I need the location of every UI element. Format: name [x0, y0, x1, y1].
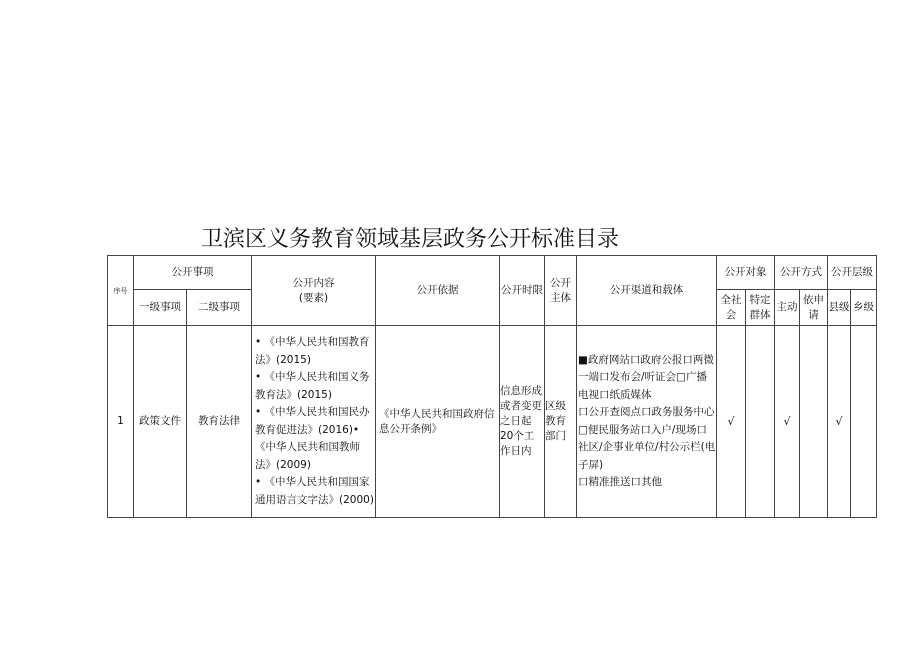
header-level-county: 县级: [828, 290, 851, 326]
row-subject: 区级教育部门: [545, 326, 577, 518]
header-time-limit: 公开时限: [500, 256, 545, 326]
row-audience-specific: [746, 326, 775, 518]
row-level-county: √: [828, 326, 851, 518]
channel-item: ■政府网站口政府公报口两微一端口发布会/听证会□广播电视口纸质媒体: [578, 353, 714, 401]
header-level2: 二级事项: [187, 290, 252, 326]
header-level1: 一级事项: [134, 290, 187, 326]
content-item: • 《中华人民共和国义务教育法》(2015): [255, 371, 370, 401]
content-item: 《中华人民共和国教师法》(2009): [255, 441, 360, 471]
row-audience-all: √: [717, 326, 746, 518]
row-seq: 1: [108, 326, 134, 518]
header-audience-specific: 特定群体: [746, 290, 775, 326]
header-basis: 公开依据: [376, 256, 500, 326]
row-time-limit: 信息形成或者变更之日起20个工作日内: [500, 326, 545, 518]
page-title-text: 卫滨区义务教育领域基层政务公开标准目录: [200, 227, 619, 252]
header-matter: 公开事项: [134, 256, 252, 290]
header-subject: 公开主体: [545, 256, 577, 326]
header-method-active: 主动: [775, 290, 800, 326]
page-title: [0, 222, 920, 253]
content-item: • 《中华人民共和国民办教育促进法》(2016)•: [255, 406, 370, 436]
row-content: [252, 326, 376, 518]
row-basis: 《中华人民共和国政府信息公开条例》: [376, 326, 500, 518]
header-method-request: 依申请: [800, 290, 828, 326]
header-row-1: [108, 256, 877, 290]
header-level: 公开层级: [828, 256, 877, 290]
row-method-request: [800, 326, 828, 518]
row-level1: 政策文件: [134, 326, 187, 518]
row-channels: [577, 326, 717, 518]
header-audience-all: 全社会: [717, 290, 746, 326]
row-level2: 教育法律: [187, 326, 252, 518]
header-method: 公开方式: [775, 256, 828, 290]
channel-item: 口公开查阅点口政务服务中心: [578, 406, 715, 418]
header-content: 公开内容 (要素): [252, 256, 376, 326]
row-method-active: √: [775, 326, 800, 518]
channel-item: □便民服务站口入户/现场口社区/企事业单位/村公示栏(电子屏): [578, 423, 716, 471]
header-audience: 公开对象: [717, 256, 775, 290]
channel-list: [577, 352, 716, 492]
content-list: [252, 334, 375, 509]
content-item: • 《中华人民共和国教育法》(2015): [255, 336, 370, 366]
content-item: • 《中华人民共和国国家通用语言文字法》(2000): [255, 476, 374, 506]
header-level-town: 乡级: [851, 290, 877, 326]
row-level-town: [851, 326, 877, 518]
catalog-table: [107, 255, 877, 518]
channel-item: 口精准推送口其他: [578, 476, 662, 488]
header-channels: 公开渠道和载体: [577, 256, 717, 326]
table-row: [108, 326, 877, 518]
header-seq: 序号: [108, 256, 134, 326]
